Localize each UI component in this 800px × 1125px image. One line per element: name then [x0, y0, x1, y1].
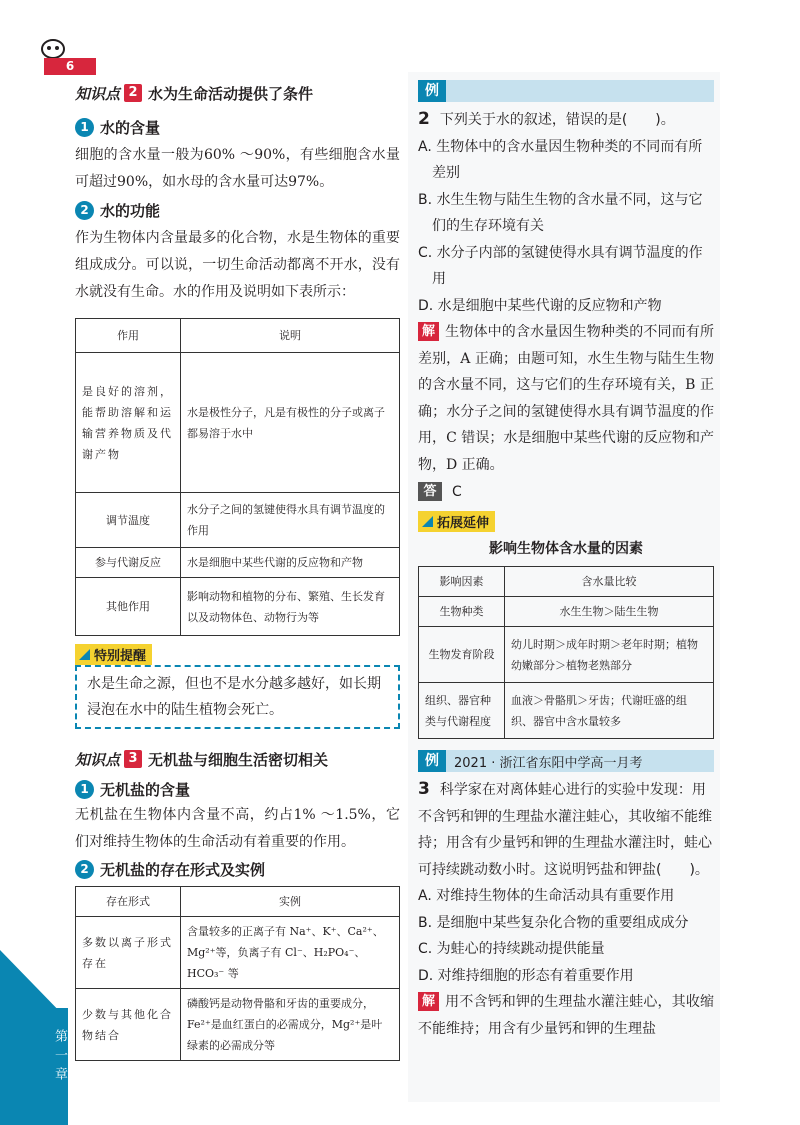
- table-row: [76, 989, 400, 1061]
- subsection-number: 2: [75, 860, 94, 879]
- table-cell: 生物种类: [419, 597, 505, 627]
- option-a: A. 生物体中的含水量因生物种类的不同而有所差别: [418, 138, 703, 181]
- page-number: 6: [44, 58, 96, 75]
- analysis-tag: 解: [418, 322, 439, 341]
- chapter-tab: 第一章: [30, 1008, 68, 1096]
- special-note-box: 水是生命之源，但也不是水分越多越好，如长期浸泡在水中的陆生植物会死亡。: [75, 665, 400, 729]
- option-b: B. 是细胞中某些复杂化合物的重要组成成分: [418, 914, 689, 931]
- table-cell: 影响动物和植物的分布、繁殖、生长发育以及动物体色、动物行为等: [181, 578, 400, 636]
- table-row: [419, 683, 714, 739]
- example-3: [418, 776, 714, 1042]
- knowledge-point-2: [75, 82, 400, 729]
- triangle-icon: [79, 649, 90, 660]
- subsection-title: 无机盐的含量: [100, 780, 191, 799]
- subsection-number: 1: [75, 118, 94, 137]
- table-cell: 幼儿时期＞成年时期＞老年时期；植物幼嫩部分＞植物老熟部分: [505, 627, 714, 683]
- salt-form-table: [75, 886, 400, 1061]
- table-header: 影响因素: [419, 567, 505, 597]
- option-d: D. 水是细胞中某些代谢的反应物和产物: [418, 297, 662, 314]
- table-cell: 参与代谢反应: [76, 548, 181, 578]
- answer-line: [418, 482, 714, 501]
- table-row: [76, 548, 400, 578]
- option-c: C. 水分子内部的氢键使得水具有调节温度的作用: [418, 244, 703, 287]
- table-cell: 多数以离子形式存在: [76, 917, 181, 989]
- table-cell: 含量较多的正离子有 Na⁺、K⁺、Ca²⁺、Mg²⁺等，负离子有 Cl⁻、H₂PO₄⁻、HCO₃⁻ 等: [181, 917, 400, 989]
- water-content-text: 细胞的含水量一般为60% ～90%，有些细胞含水量可超过90%，如水母的含水量可达97%。: [75, 147, 400, 190]
- knowledge-point-label: 知识点: [75, 84, 121, 103]
- question-stem: 3 科学家在对离体蛙心进行的实验中发现：用不含钙和钾的生理盐水灌注蛙心，其收缩不能维持；用含有少量钙和钾的生理盐水灌注时，蛙心可持续跳动数小时。这说明钙盐和钾盐( )。: [418, 779, 712, 878]
- example-source: 2021 · 浙江省东阳中学高一月考: [454, 755, 643, 771]
- knowledge-point-label: 知识点: [75, 750, 121, 769]
- example-3-header: [418, 750, 714, 772]
- table-header: 作用: [76, 319, 181, 353]
- analysis-tag: 解: [418, 992, 439, 1011]
- extension-title: 影响生物体含水量的因素: [489, 541, 643, 557]
- table-cell: 水是极性分子，凡是有极性的分子或离子都易溶于水中: [181, 353, 400, 493]
- table-cell: 调节温度: [76, 493, 181, 548]
- question-stem: 2 下列关于水的叙述，错误的是( )。: [418, 109, 675, 129]
- option-b: B. 水生生物与陆生生物的含水量不同，这与它们的生存环境有关: [418, 191, 703, 234]
- table-cell: 其他作用: [76, 578, 181, 636]
- table-header: 存在形式: [76, 887, 181, 917]
- table-cell: 组织、器官种类与代谢程度: [419, 683, 505, 739]
- water-function-text: 作为生物体内含量最多的化合物，水是生物体的重要组成成分。可以说，一切生命活动都离不开水，没有水就没有生命。水的作用及说明如下表所示：: [75, 230, 400, 300]
- answer-tag: 答: [418, 482, 442, 501]
- knowledge-point-number: 2: [124, 84, 142, 102]
- table-cell: 水生生物＞陆生生物: [505, 597, 714, 627]
- water-factor-table: [418, 566, 714, 739]
- subsection-title: 水的功能: [100, 201, 161, 220]
- example-tag: 例: [418, 750, 446, 772]
- option-a: A. 对维持生物体的生命活动具有重要作用: [418, 888, 675, 904]
- table-cell: 水是细胞中某些代谢的反应物和产物: [181, 548, 400, 578]
- answer-value: C: [452, 483, 462, 500]
- subsection-title: 无机盐的存在形式及实例: [100, 860, 266, 879]
- table-cell: 生物发育阶段: [419, 627, 505, 683]
- table-header: 含水量比较: [505, 567, 714, 597]
- knowledge-point-number: 3: [124, 750, 142, 768]
- table-row: [76, 578, 400, 636]
- table-row: [76, 917, 400, 989]
- water-function-table: [75, 318, 400, 636]
- knowledge-point-title: 水为生命活动提供了条件: [148, 84, 314, 103]
- table-header: 实例: [181, 887, 400, 917]
- table-row: [419, 597, 714, 627]
- example-2: [418, 106, 714, 739]
- option-d: D. 对维持细胞的形态有着重要作用: [418, 967, 634, 984]
- question-number: 3: [418, 779, 430, 799]
- salt-content-text: 无机盐在生物体内含量不高，约占1% ～1.5%，它们对维持生物体的生命活动有着重要的作用。: [75, 807, 400, 850]
- table-cell: 磷酸钙是动物骨骼和牙齿的重要成分，Fe²⁺是血红蛋白的必需成分，Mg²⁺是叶绿素的必需成分等: [181, 989, 400, 1061]
- knowledge-point-title: 无机盐与细胞生活密切相关: [148, 750, 329, 769]
- table-cell: 水分子之间的氢键使得水具有调节温度的作用: [181, 493, 400, 548]
- option-c: C. 为蛙心的持续跳动提供能量: [418, 941, 605, 957]
- special-note-label: 特别提醒: [75, 644, 152, 665]
- example-tag: 例: [418, 80, 446, 102]
- triangle-icon: [422, 516, 433, 527]
- table-cell: 血液＞骨骼肌＞牙齿；代谢旺盛的组织、器官中含水量较多: [505, 683, 714, 739]
- table-row: [76, 353, 400, 493]
- subsection-number: 1: [75, 780, 94, 799]
- table-header: 说明: [181, 319, 400, 353]
- analysis-text: 解 用不含钙和钾的生理盐水灌注蛙心，其收缩不能维持；用含有少量钙和钾的生理盐: [418, 994, 714, 1037]
- knowledge-point-3: [75, 748, 400, 1061]
- analysis-text: 解 生物体中的含水量因生物种类的不同而有所差别，A 正确；由题可知，水生生物与陆生生物的含水量不同，这与它们的生存环境有关，B 正确；水分子之间的氢键使得水具有调节温度的作用，C 错误；水是细胞中某些代谢的反应物和产物，D 正确。: [418, 324, 714, 473]
- example-2-header: [418, 80, 714, 102]
- table-cell: 少数与其他化合物结合: [76, 989, 181, 1061]
- table-row: [76, 493, 400, 548]
- extension-label: 拓展延伸: [418, 511, 495, 532]
- question-number: 2: [418, 109, 430, 129]
- subsection-title: 水的含量: [100, 118, 161, 137]
- subsection-number: 2: [75, 201, 94, 220]
- table-cell: 是良好的溶剂，能帮助溶解和运输营养物质及代谢产物: [76, 353, 181, 493]
- table-row: [419, 627, 714, 683]
